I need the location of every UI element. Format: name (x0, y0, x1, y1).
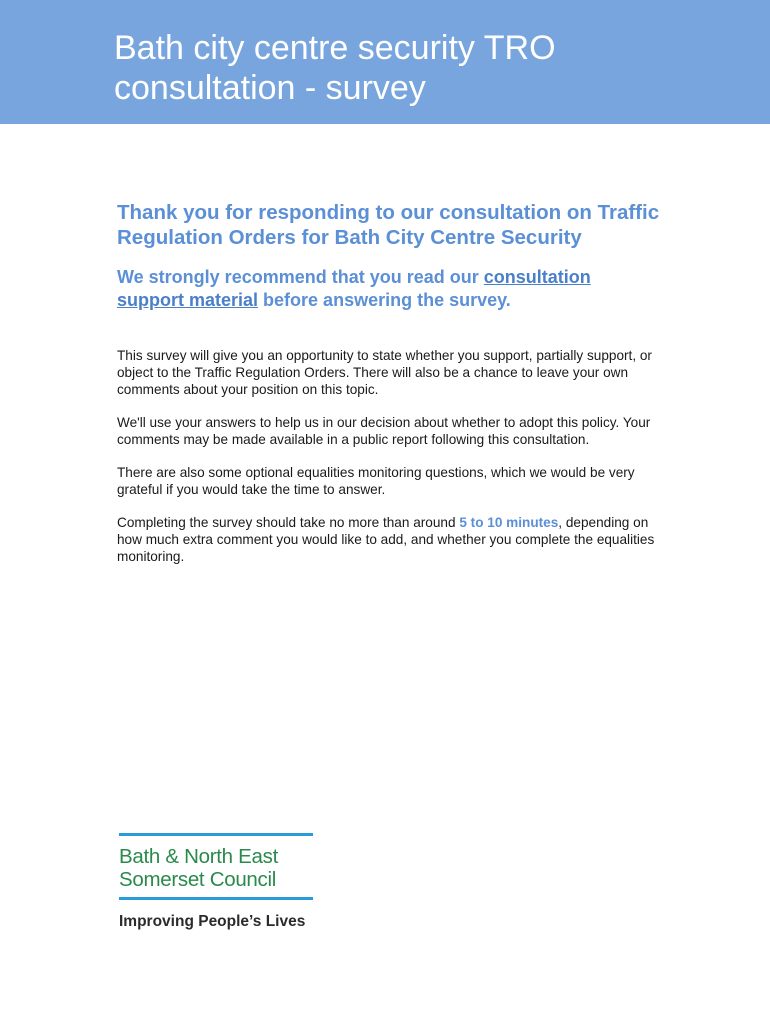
logo-bottom-rule (119, 897, 313, 900)
survey-purpose-paragraph: This survey will give you an opportunity to state whether you support, partially support, or object to the Traffic Regulation Orders. There will also be a chance to leave your own comments about your position on this topic. (117, 348, 652, 397)
intro-content (117, 200, 662, 565)
recommendation-suffix: before answering the survey. (263, 290, 511, 310)
page-title: Bath city centre security TRO consultation - survey (114, 29, 556, 107)
duration-suffix: , depending on how much extra comment you would like to add, and whether you complete the equalities monitoring. (117, 515, 655, 564)
duration-highlight: 5 to 10 minutes (459, 515, 559, 530)
logo-line-2: Somerset Council (119, 868, 276, 891)
recommendation-prefix: We strongly recommend that you read our (117, 267, 479, 287)
answers-usage-paragraph: We'll use your answers to help us in our decision about whether to adopt this policy. Your comments may be made available in a public report following this consultation. (117, 415, 651, 447)
logo-council-name (119, 836, 315, 897)
consultation-support-material-link[interactable]: consultation support material (117, 267, 591, 310)
logo-tagline: Improving People’s Lives (119, 913, 306, 930)
duration-prefix: Completing the survey should take no more than around (117, 515, 456, 530)
recommendation-text (117, 266, 662, 312)
header-banner (0, 0, 770, 124)
equalities-paragraph: There are also some optional equalities monitoring questions, which we would be very grateful if you would take the time to answer. (117, 465, 635, 497)
logo-line-1: Bath & North East (119, 845, 278, 868)
duration-paragraph (117, 514, 662, 565)
council-logo (119, 833, 315, 931)
intro-heading: Thank you for responding to our consultation on Traffic Regulation Orders for Bath City Centre Security (117, 201, 660, 249)
